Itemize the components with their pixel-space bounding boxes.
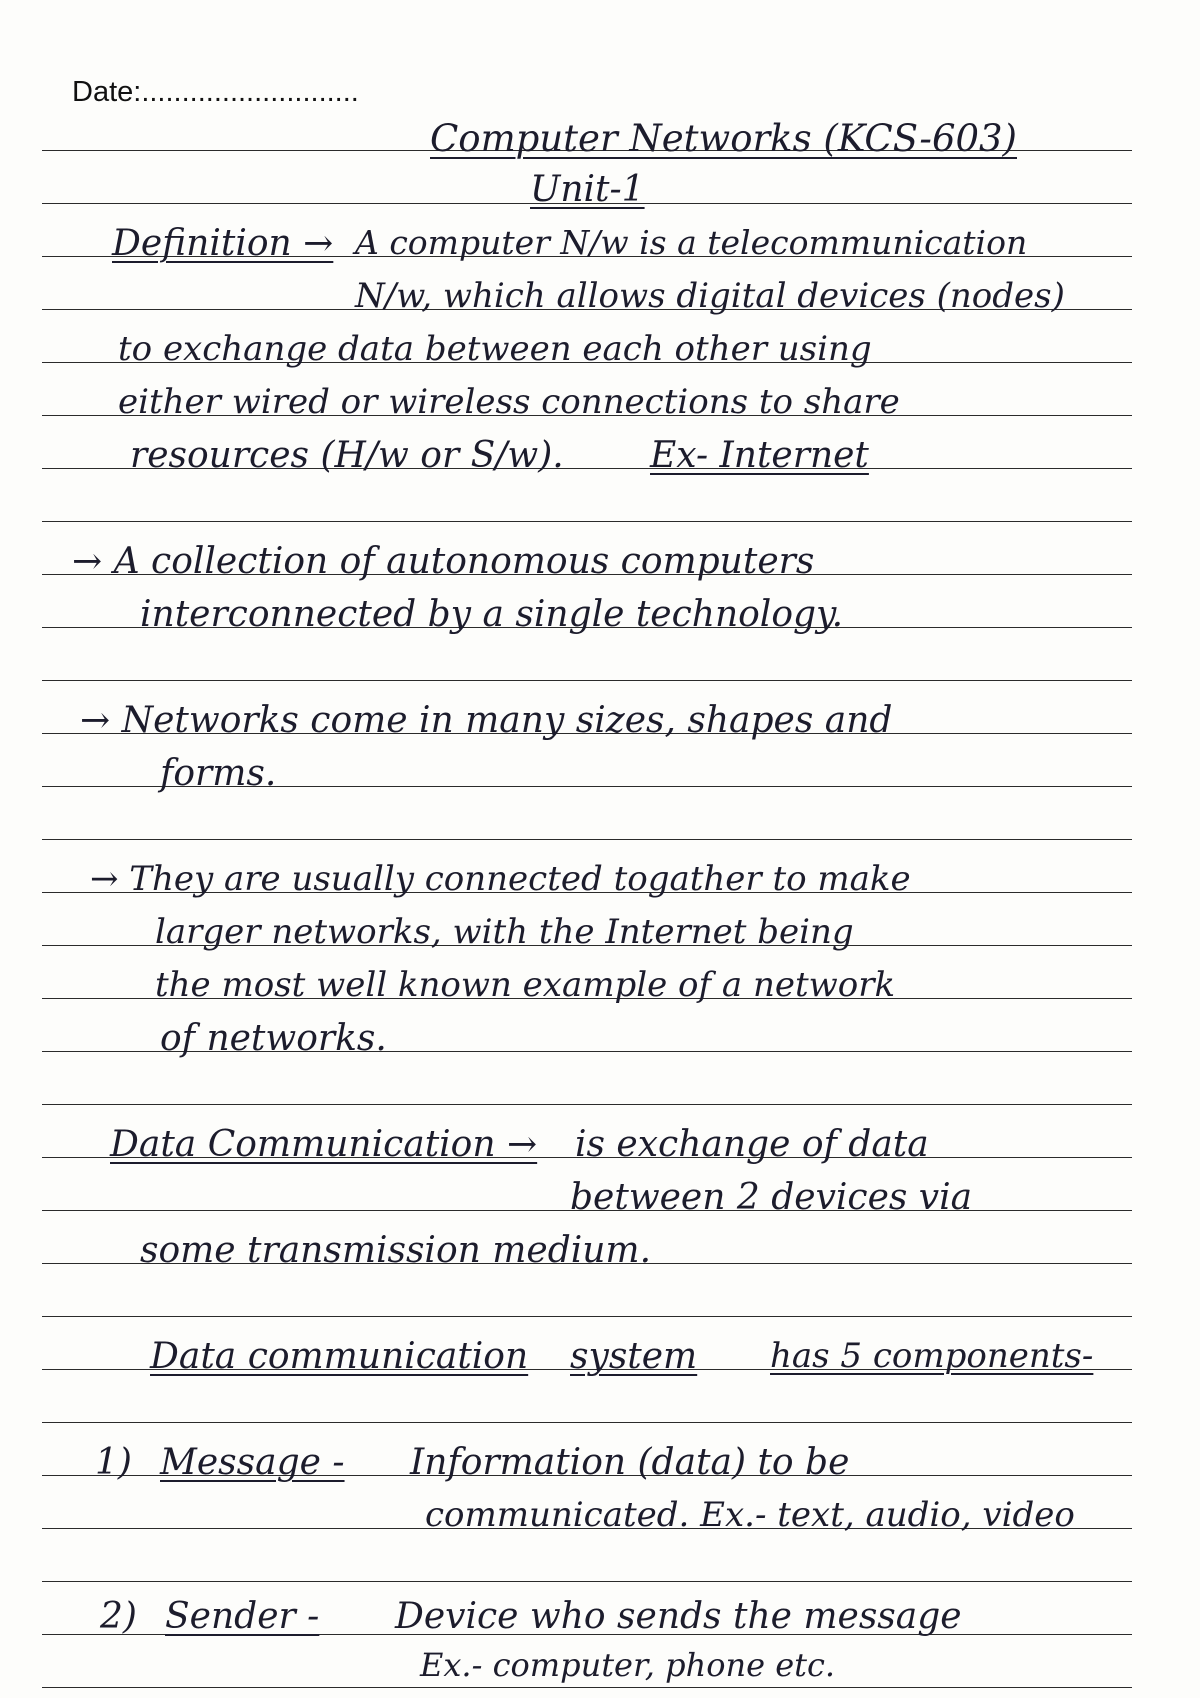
components-intro: Data communication xyxy=(150,1336,529,1377)
component-description: communicated. Ex.- text, audio, video xyxy=(425,1495,1075,1535)
component-name: Message - xyxy=(160,1442,345,1483)
ruled-line xyxy=(42,1316,1132,1317)
definition-line: either wired or wireless connections to share xyxy=(118,382,900,422)
bullet-point-line: forms. xyxy=(160,753,277,794)
data-communication-line: is exchange of data xyxy=(575,1124,929,1165)
ruled-line xyxy=(42,680,1132,681)
definition-example: Ex- Internet xyxy=(650,435,869,476)
unit-heading: Unit-1 xyxy=(530,169,645,210)
bullet-point-line: the most well known example of a network xyxy=(155,965,896,1005)
data-communication-line: some transmission medium. xyxy=(140,1230,652,1271)
ruled-line xyxy=(42,521,1132,522)
component-description: Device who sends the message xyxy=(395,1596,962,1637)
component-number: 1) xyxy=(95,1442,132,1483)
bullet-point-line: of networks. xyxy=(160,1018,387,1059)
components-intro: system xyxy=(570,1336,698,1377)
bullet-point-line: larger networks, with the Internet being xyxy=(155,912,854,952)
ruled-line xyxy=(42,1687,1132,1688)
definition-line: N/w, which allows digital devices (nodes) xyxy=(355,276,1065,316)
definition-term: Definition → xyxy=(112,223,334,264)
date-field: Date:........................... xyxy=(72,76,359,108)
page-title: Computer Networks (KCS-603) xyxy=(430,117,1017,160)
components-intro: has 5 components- xyxy=(770,1336,1094,1376)
bullet-point-line: → Networks come in many sizes, shapes and xyxy=(80,700,893,741)
ruled-line xyxy=(42,1581,1132,1582)
definition-line: to exchange data between each other using xyxy=(118,329,872,369)
bullet-point-line: → A collection of autonomous computers xyxy=(72,541,815,582)
bullet-point-line: interconnected by a single technology. xyxy=(140,594,844,635)
bullet-point-line: → They are usually connected togather to make xyxy=(90,859,911,899)
definition-line: A computer N/w is a telecommunication xyxy=(355,223,1028,262)
ruled-line xyxy=(42,1422,1132,1423)
component-description: Information (data) to be xyxy=(410,1442,850,1483)
data-communication-line: between 2 devices via xyxy=(570,1177,973,1218)
ruled-line xyxy=(42,1104,1132,1105)
component-name: Sender - xyxy=(165,1596,320,1637)
ruled-line xyxy=(42,839,1132,840)
component-number: 2) xyxy=(100,1596,137,1637)
definition-line: resources (H/w or S/w). xyxy=(130,435,564,476)
data-communication-term: Data Communication → xyxy=(110,1124,538,1165)
component-description: Ex.- computer, phone etc. xyxy=(420,1646,836,1684)
